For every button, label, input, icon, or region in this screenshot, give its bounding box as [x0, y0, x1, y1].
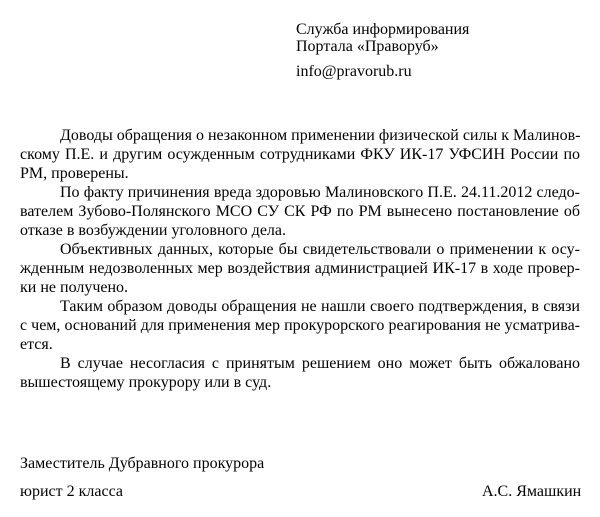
paragraph-line: Таким образом доводы обращения не нашли своего подтверждения, в связи: [60, 298, 580, 315]
paragraph-4: [20, 297, 580, 354]
paragraph-3: [20, 240, 580, 297]
paragraph-2: [20, 183, 580, 240]
paragraph-5: [20, 354, 580, 392]
paragraph-line: отказе в возбуждении уголовного дела.: [20, 222, 287, 239]
addressee-line-2: Портала «Праворуб»: [296, 38, 439, 55]
paragraph-line: ки не получено.: [20, 279, 129, 296]
signatory-title: Заместитель Дубравного прокурора: [20, 455, 265, 472]
paragraph-line: Доводы обращения о незаконном применении физической силы к Малинов-: [60, 127, 581, 144]
paragraph-line: вышестоящему прокурору или в суд.: [20, 374, 272, 391]
signatory-name: А.С. Ямашкин: [482, 483, 582, 500]
paragraph-line: РМ, проверены.: [20, 165, 129, 182]
paragraph-line: скому П.Е. и другим осужденным сотрудниками ФКУ ИК-17 УФСИН России по: [20, 146, 580, 163]
addressee-line-1: Служба информирования: [296, 21, 470, 38]
paragraph-line: вателем Зубово-Полянского МСО СУ СК РФ по РМ вынесено постановление об: [20, 203, 580, 220]
paragraph-line: с чем, оснований для применения мер прокурорского реагирования не усматрива-: [20, 317, 580, 334]
paragraph-line: В случае несогласия с принятым решением оно может быть обжаловано: [60, 355, 580, 372]
addressee-block: [296, 21, 586, 55]
addressee-email: info@pravorub.ru: [296, 63, 412, 80]
paragraph-line: ется.: [20, 336, 53, 353]
paragraph-1: [20, 126, 580, 183]
paragraph-line: Объективных данных, которые бы свидетельствовали о применении к осу-: [60, 241, 580, 258]
paragraph-line: По факту причинения вреда здоровью Малиновского П.Е. 24.11.2012 следо-: [60, 184, 580, 201]
paragraph-line: жденным недозволенных мер воздействия администрацией ИК-17 в ходе провер-: [20, 260, 580, 277]
signatory-rank: юрист 2 класса: [20, 483, 123, 500]
letter-body: [20, 126, 580, 392]
